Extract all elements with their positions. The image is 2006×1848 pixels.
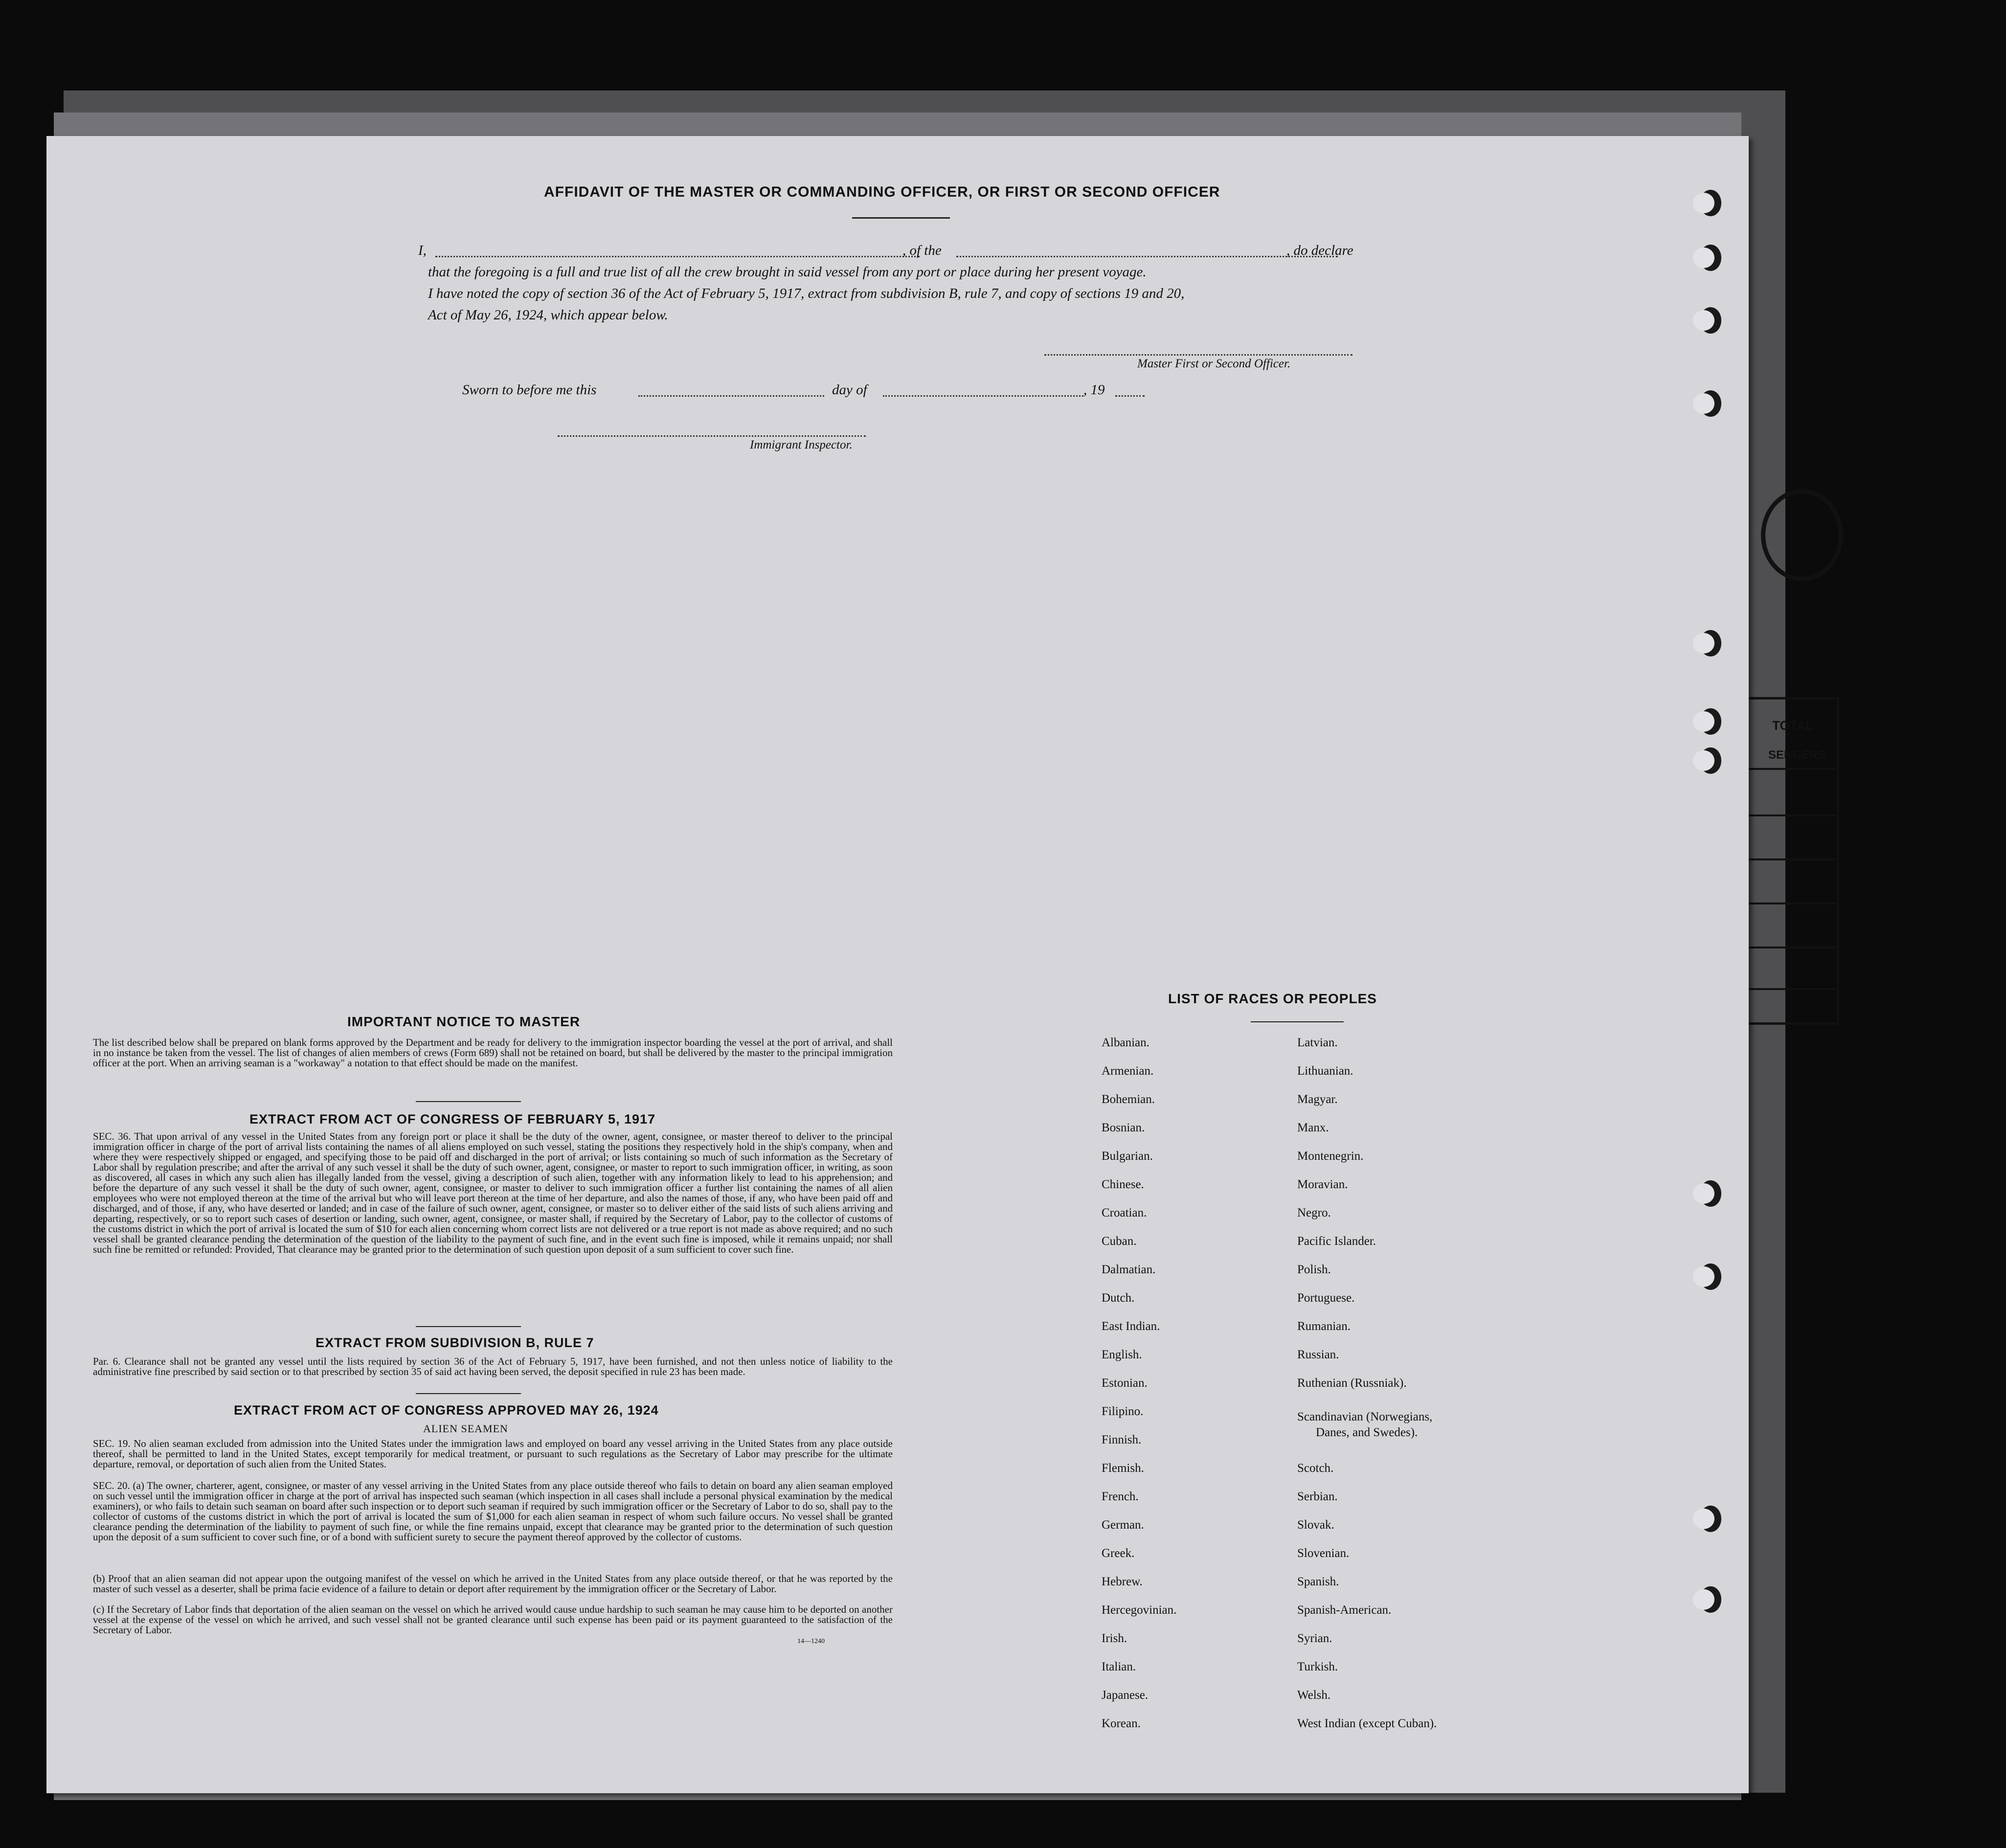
notice-text: The list described below shall be prepared on blank forms approved by the Department and be ready for delivery to the immigration inspector boarding the vessel at the port of arrival, and shall in no instance be taken from the vessel. The list of changes of alien members of crews (Form 689) shall not be retained on board, but shall be delivered by the master to the principal immigration officer at the port. When an arriving seaman is a "workaway" a notation to that effect should be made on the manifest.	[93, 1037, 893, 1069]
race-item: Lithuanian.	[1297, 1064, 1353, 1078]
races-title: LIST OF RACES OR PEOPLES	[1168, 991, 1377, 1006]
race-item: Russian.	[1297, 1348, 1339, 1361]
race-item: Dutch.	[1102, 1291, 1135, 1305]
binder-hole	[1700, 307, 1721, 334]
inspector-signature-line	[558, 435, 866, 437]
stamp-total-label: TOTAL	[1772, 718, 1814, 733]
race-item: Rumanian.	[1297, 1320, 1351, 1333]
race-item: Flemish.	[1102, 1462, 1144, 1475]
race-item: Manx.	[1297, 1121, 1329, 1134]
race-item: Welsh.	[1297, 1689, 1331, 1702]
rule7-text: Par. 6. Clearance shall not be granted any vessel until the lists required by section 36 of the Act of February 5, 1917, have been furnished, and not then unless notice of liability to the administrative fine prescribed by said section or to that prescribed by section 35 of said act having been served, the deposit specified in rule 23 has been made.	[93, 1355, 893, 1377]
race-item: Portuguese.	[1297, 1291, 1355, 1305]
section-divider	[416, 1393, 521, 1394]
race-item: Bohemian.	[1102, 1093, 1155, 1106]
race-item: Armenian.	[1102, 1064, 1154, 1078]
race-item: Chinese.	[1102, 1178, 1144, 1191]
binder-hole	[1700, 390, 1721, 417]
sworn-month-blank	[883, 395, 1083, 397]
inspector-signature-label: Immigrant Inspector.	[750, 438, 853, 451]
race-item: Finnish.	[1102, 1433, 1142, 1446]
binder-hole	[1700, 1263, 1721, 1290]
race-item: Scandinavian (Norwegians,	[1297, 1410, 1433, 1423]
race-item: Polish.	[1297, 1263, 1331, 1276]
race-item: Pacific Islander.	[1297, 1235, 1376, 1248]
extract-1924-title: EXTRACT FROM ACT OF CONGRESS APPROVED MAY 26, 1924	[234, 1403, 659, 1418]
section-divider	[416, 1326, 521, 1327]
race-item: Turkish.	[1297, 1660, 1338, 1673]
handwritten-circle-mark	[1761, 489, 1843, 581]
race-item: West Indian (except Cuban).	[1297, 1717, 1437, 1730]
binder-hole	[1700, 190, 1721, 216]
race-item: Danes, and Swedes).	[1316, 1426, 1418, 1439]
race-item: French.	[1102, 1490, 1139, 1503]
race-item: Montenegrin.	[1297, 1149, 1364, 1163]
race-item: Hercegovinian.	[1102, 1603, 1177, 1617]
race-item: Albanian.	[1102, 1036, 1150, 1049]
master-signature-line	[1044, 354, 1352, 356]
race-item: Filipino.	[1102, 1405, 1144, 1418]
master-signature-label: Master First or Second Officer.	[1137, 357, 1291, 370]
affidavit-line2: that the foregoing is a full and true list of all the crew brought in said vessel from any port or place during her present voyage.	[428, 264, 1147, 280]
affidavit-line1-i: I,	[418, 243, 427, 258]
sec20a-text: SEC. 20. (a) The owner, charterer, agent, consignee, or master of any vessel arriving in the United States from any place outside thereof who fails to detain on board any alien seaman employed on such vessel until the immigration officer in charge at the port of arrival has inspected such seaman (which inspection in all cases shall include a personal physical examination by the medical examiners), or who fails to detain such seaman on board after such inspection or to deport such seaman if required by such immigration officer or the Secretary of Labor to do so, shall pay to the collector of customs of the customs district in which the port of arrival is located the sum of $1,000 for each alien seaman in respect of whom such failure occurs. No vessel shall be granted clearance pending the determination of the liability to payment of such fine, or while the fine remains unpaid, except that clearance may be granted prior to the determination of such question upon the deposit of a sum sufficient to cover such fine, or of a bond with sufficient surety to secure the payment thereof approved by the collector of customs.	[93, 1480, 893, 1543]
race-item: Dalmatian.	[1102, 1263, 1156, 1276]
race-item: Syrian.	[1297, 1632, 1332, 1645]
race-item: Spanish.	[1297, 1575, 1339, 1588]
rule7-title: EXTRACT FROM SUBDIVISION B, RULE 7	[316, 1335, 594, 1350]
race-item: Slovak.	[1297, 1518, 1334, 1532]
day-of-text: day of	[832, 382, 867, 398]
binder-hole	[1700, 708, 1721, 735]
race-item: Magyar.	[1297, 1093, 1338, 1106]
race-item: Spanish-American.	[1297, 1603, 1392, 1617]
race-item: Slovenian.	[1297, 1547, 1350, 1560]
race-item: Serbian.	[1297, 1490, 1338, 1503]
binder-hole	[1700, 1506, 1721, 1532]
sworn-year-blank	[1115, 395, 1145, 397]
race-item: Hebrew.	[1102, 1575, 1143, 1588]
year-text: , 19	[1083, 382, 1105, 398]
notice-title: IMPORTANT NOTICE TO MASTER	[347, 1014, 581, 1029]
binder-hole	[1700, 747, 1721, 774]
affidavit-line1-declare: , do declare	[1286, 243, 1353, 258]
race-item: Irish.	[1102, 1632, 1127, 1645]
race-item: Bulgarian.	[1102, 1149, 1153, 1163]
race-item: Greek.	[1102, 1547, 1135, 1560]
race-item: East Indian.	[1102, 1320, 1160, 1333]
race-item: Croatian.	[1102, 1206, 1147, 1219]
affidavit-line1-of-the: , of the	[902, 243, 942, 258]
race-item: Cuban.	[1102, 1235, 1137, 1248]
affidavit-line3: I have noted the copy of section 36 of the Act of February 5, 1917, extract from subdivision B, rule 7, and copy of sections 19 and 20,	[428, 286, 1185, 301]
vessel-blank	[956, 256, 1338, 257]
race-item: German.	[1102, 1518, 1144, 1532]
stamp-passengers-label: SENGERS	[1768, 748, 1826, 762]
passenger-total-stamp	[1746, 697, 1839, 1025]
name-blank	[435, 256, 920, 257]
alien-seamen-subtitle: ALIEN SEAMEN	[423, 1422, 508, 1435]
race-item: Latvian.	[1297, 1036, 1338, 1049]
race-item: Ruthenian (Russniak).	[1297, 1376, 1407, 1390]
manifest-page-back	[46, 136, 1749, 1793]
affidavit-line4: Act of May 26, 1924, which appear below.	[428, 307, 668, 323]
extract-1917-text: SEC. 36. That upon arrival of any vessel in the United States from any foreign port or place it shall be the duty of the owner, agent, consignee, or master thereof to deliver to the principal immigration officer in charge of the port of arrival lists containing the names of all aliens employed on such vessel, stating the positions they respectively hold in the ship's company, when and where they were respectively shipped or engaged, and specifying those to be paid off and discharged in the port of arrival; or lists containing so much of such information as the Secretary of Labor shall by regulation prescribe; and after the arrival of any such vessel it shall be the duty of such owner, agent, consignee, or master to report to such immigration officer, in writing, as soon as discovered, all cases in which any such alien has illegally landed from the vessel, giving a description of such alien, together with any information likely to lead to his apprehension; and before the departure of any such vessel it shall be the duty of such owner, agent, consignee, or master to deliver to such immigration officer a further list containing the names of all alien employees who were not employed thereon at the time of the arrival but who will leave port thereon at the time of her departure, and also the names of those, if any, who have been paid off and discharged, and of those, if any, who have deserted or landed; and in case of the failure of such owner, agent, consignee, or master so to deliver either of the said lists of such aliens arriving and departing, respectively, or so to report such cases of desertion or landing, such owner, agent, consignee, or master shall, if required by the Secretary of Labor, pay to the collector of customs of the customs district in which the port of arrival is located the sum of $10 for each alien concerning whom correct lists are not delivered or a true report is not made as above required; and no such vessel shall be granted clearance pending the determination of the question of the liability to the payment of such fine, and in the event such fine is imposed, while it remains unpaid; nor shall such fine be remitted or refunded: Provided, That clearance may be granted prior to the determination of such question upon deposit of a sum sufficient to cover such fine.	[93, 1130, 893, 1255]
race-item: Moravian.	[1297, 1178, 1348, 1191]
sworn-text: Sworn to before me this	[462, 382, 597, 398]
form-number: 14—1240	[797, 1638, 825, 1645]
sworn-day-blank	[638, 395, 824, 397]
binder-hole	[1700, 1586, 1721, 1613]
race-item: English.	[1102, 1348, 1142, 1361]
extract-1917-title: EXTRACT FROM ACT OF CONGRESS OF FEBRUARY 5, 1917	[249, 1112, 656, 1127]
sec20c-text: (c) If the Secretary of Labor finds that deportation of the alien seaman on the vessel on which he arrived would cause undue hardship to such seaman he may cause him to be deported on another vessel at the expense of the vessel on which he arrived, and such vessel shall not be granted clearance until such expense has been paid or its payment guaranteed to the satisfaction of the Secretary of Labor.	[93, 1603, 893, 1636]
race-item: Estonian.	[1102, 1376, 1148, 1390]
race-item: Italian.	[1102, 1660, 1136, 1673]
race-item: Japanese.	[1102, 1689, 1149, 1702]
binder-hole	[1700, 1180, 1721, 1207]
race-item: Korean.	[1102, 1717, 1141, 1730]
section-divider	[416, 1101, 521, 1102]
binder-hole	[1700, 630, 1721, 656]
races-title-rule	[1251, 1021, 1344, 1022]
race-item: Bosnian.	[1102, 1121, 1145, 1134]
race-item: Negro.	[1297, 1206, 1331, 1219]
affidavit-title: AFFIDAVIT OF THE MASTER OR COMMANDING OFFICER, OR FIRST OR SECOND OFFICER	[544, 184, 1220, 200]
sec19-text: SEC. 19. No alien seaman excluded from admission into the United States under the immigration laws and employed on board any vessel arriving in the United States from any place outside thereof, shall be permitted to land in the United States, except temporarily for medical treatment, or pursuant to such regulations as the Secretary of Labor may prescribe for the ultimate departure, removal, or deportation of such alien from the United States.	[93, 1438, 893, 1470]
affidavit-title-rule	[852, 217, 950, 219]
sec20b-text: (b) Proof that an alien seaman did not appear upon the outgoing manifest of the vessel on which he arrived in the United States from any place outside thereof, or that he was reported by the master of such vessel as a deserter, shall be prima facie evidence of a failure to detain or deport after requirement by the immigration officer or the Secretary of Labor.	[93, 1573, 893, 1595]
binder-hole	[1700, 245, 1721, 271]
race-item: Scotch.	[1297, 1462, 1334, 1475]
